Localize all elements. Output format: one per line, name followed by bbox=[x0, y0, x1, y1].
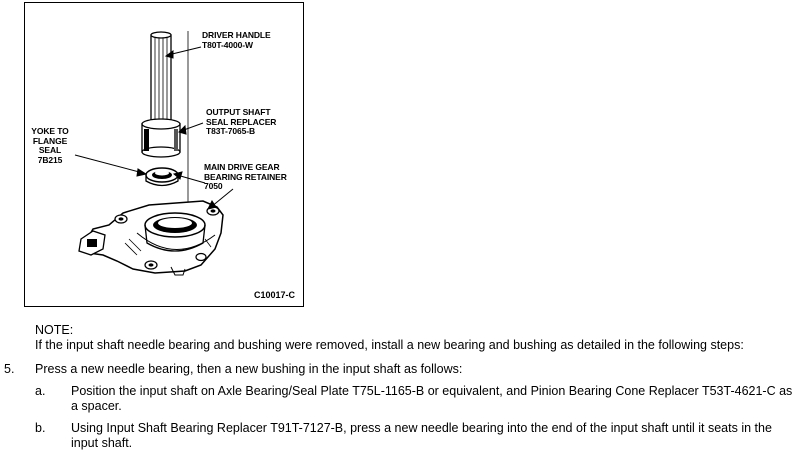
step-text: Press a new needle bearing, then a new bushing in the input shaft as follows: bbox=[35, 362, 463, 376]
step-number: 5. bbox=[4, 362, 15, 376]
substep-letter: b. bbox=[35, 421, 46, 435]
note-heading: NOTE: bbox=[35, 323, 74, 337]
figure-id: C10017-C bbox=[253, 290, 295, 300]
figure bbox=[24, 2, 304, 307]
bearing-retainer-drawing bbox=[79, 201, 223, 275]
driver-handle-drawing bbox=[151, 32, 171, 130]
yoke-seal-drawing bbox=[146, 168, 178, 186]
substep-letter: a. bbox=[35, 384, 46, 398]
seal-replacer-drawing bbox=[142, 119, 180, 157]
substep-text: Using Input Shaft Bearing Replacer T91T-7127-B, press a new needle bearing into the end of the input shaft until it seats in the input shaft. bbox=[71, 421, 772, 450]
callout-output-shaft-seal-replacer: OUTPUT SHAFT SEAL REPLACER T83T-7065-B bbox=[206, 107, 277, 136]
callout-main-drive-gear-bearing-retainer: MAIN DRIVE GEAR BEARING RETAINER 7050 bbox=[204, 162, 287, 191]
callout-yoke-to-flange-seal: YOKE TO FLANGE SEAL 7B215 bbox=[31, 126, 69, 165]
substep-text: Position the input shaft on Axle Bearing/Seal Plate T75L-1165-B or equivalent, and Pinion Bearing Cone Replacer T53T-4621-C as a spacer. bbox=[71, 384, 793, 413]
note-body: If the input shaft needle bearing and bushing were removed, install a new bearing and bushing as detailed in the following steps: bbox=[35, 338, 744, 352]
callout-driver-handle: DRIVER HANDLE T80T-4000-W bbox=[202, 30, 271, 50]
